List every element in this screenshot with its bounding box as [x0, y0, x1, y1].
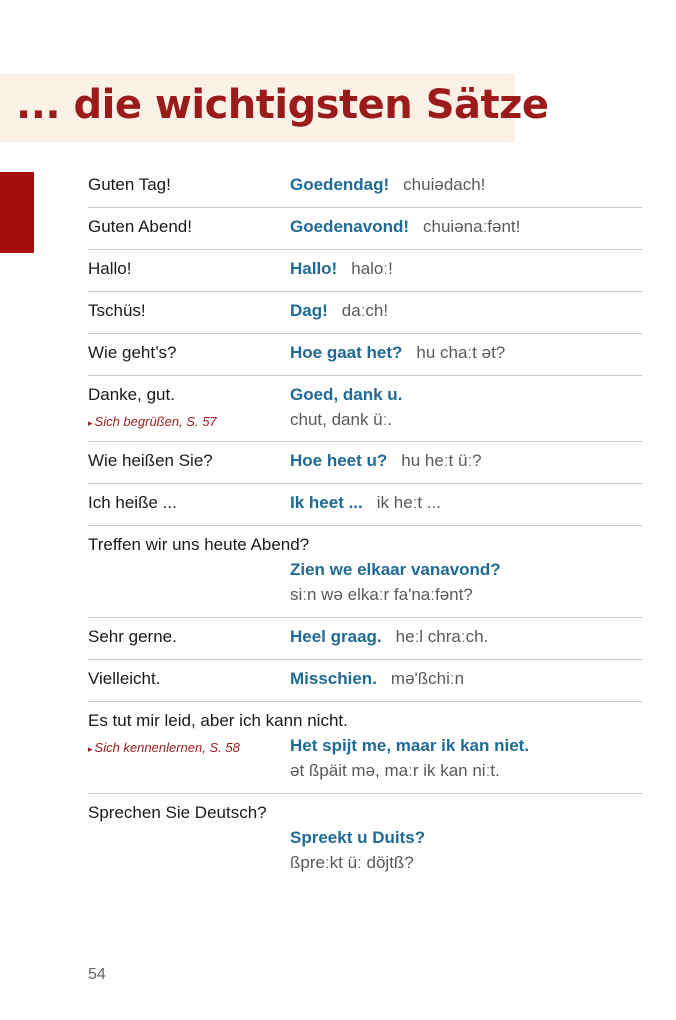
phrase-row — [88, 208, 642, 250]
cross-reference — [88, 414, 217, 429]
phrase-row — [88, 442, 642, 484]
dutch-line — [290, 217, 520, 237]
phrase-row — [88, 376, 642, 442]
dutch-line — [290, 451, 482, 471]
dutch-phrase: Goed, dank u. — [290, 385, 403, 404]
cross-reference-text: Sich kennenlernen, S. 58 — [94, 740, 240, 755]
german-phrase: Guten Abend! — [88, 217, 192, 236]
pronunciation: hu chaːt ət? — [416, 343, 506, 362]
cross-reference — [88, 740, 240, 755]
dutch-phrase: Heel graag. — [290, 627, 382, 646]
cross-reference-text: Sich begrüßen, S. 57 — [94, 414, 217, 429]
dutch-line — [290, 343, 505, 363]
phrase-row — [88, 702, 642, 794]
arrow-right-icon: ▸ — [88, 418, 93, 428]
german-phrase: Vielleicht. — [88, 669, 161, 688]
dutch-line — [290, 385, 402, 405]
german-phrase: Treffen wir uns heute Abend? — [88, 535, 310, 554]
dutch-line — [290, 259, 393, 279]
phrase-row — [88, 660, 642, 702]
pronunciation: chuiənaːfənt! — [423, 217, 521, 236]
dutch-phrase: Hallo! — [290, 259, 338, 278]
arrow-right-icon: ▸ — [88, 744, 93, 754]
pronunciation: ik heːt ... — [376, 493, 441, 512]
dutch-line — [290, 560, 501, 580]
dutch-line — [290, 627, 488, 647]
phrase-row — [88, 618, 642, 660]
pronunciation: haloː! — [351, 259, 393, 278]
pronunciation: daːch! — [341, 301, 389, 320]
dutch-line — [290, 736, 529, 756]
phrase-row — [88, 250, 642, 292]
phrase-row — [88, 334, 642, 376]
dutch-line — [290, 493, 441, 513]
german-phrase: Hallo! — [88, 259, 132, 278]
dutch-phrase: Hoe gaat het? — [290, 343, 403, 362]
dutch-phrase: Het spijt me, maar ik kan niet. — [290, 736, 530, 755]
dutch-phrase: Misschien. — [290, 669, 377, 688]
dutch-line — [290, 301, 388, 321]
dutch-phrase: Zien we elkaar vanavond? — [290, 560, 501, 579]
dutch-line — [290, 175, 485, 195]
pronunciation: ət ßpäit mə, maːr ik kan niːt. — [290, 761, 500, 780]
pronunciation: siːn wə elkaːr fa'naːfənt? — [290, 585, 473, 604]
german-phrase: Sprechen Sie Deutsch? — [88, 803, 267, 822]
german-phrase: Ich heiße ... — [88, 493, 177, 512]
dutch-phrase: Ik heet ... — [290, 493, 363, 512]
dutch-phrase: Hoe heet u? — [290, 451, 388, 470]
dutch-phrase: Spreekt u Duits? — [290, 828, 426, 847]
phrase-row — [88, 484, 642, 526]
phrase-row — [88, 166, 642, 208]
dutch-line — [290, 669, 464, 689]
german-phrase: Wie geht’s? — [88, 343, 177, 362]
page-title: ... die wichtigsten Sätze — [16, 82, 549, 128]
german-phrase: Es tut mir leid, aber ich kann nicht. — [88, 711, 348, 730]
pronunciation: hu heːt üː? — [401, 451, 482, 470]
german-phrase: Wie heißen Sie? — [88, 451, 213, 470]
dutch-phrase: Goedendag! — [290, 175, 390, 194]
pronunciation: ßpreːkt üː döjtß? — [290, 853, 414, 872]
german-phrase: Tschüs! — [88, 301, 146, 320]
pronunciation: chuiədach! — [403, 175, 486, 194]
german-phrase: Sehr gerne. — [88, 627, 177, 646]
page-number: 54 — [88, 966, 106, 983]
phrase-table — [88, 166, 642, 886]
phrase-row — [88, 794, 642, 886]
chapter-tab-marker — [0, 172, 34, 253]
phrase-row — [88, 292, 642, 334]
phrase-row — [88, 526, 642, 618]
dutch-phrase: Goedenavond! — [290, 217, 410, 236]
pronunciation: chut, dank üː. — [290, 410, 393, 429]
dutch-line — [290, 828, 425, 848]
dutch-phrase: Dag! — [290, 301, 328, 320]
pronunciation: mə'ßchiːn — [390, 669, 465, 688]
pronunciation: heːl chraːch. — [395, 627, 489, 646]
german-phrase: Guten Tag! — [88, 175, 171, 194]
german-phrase: Danke, gut. — [88, 385, 175, 404]
